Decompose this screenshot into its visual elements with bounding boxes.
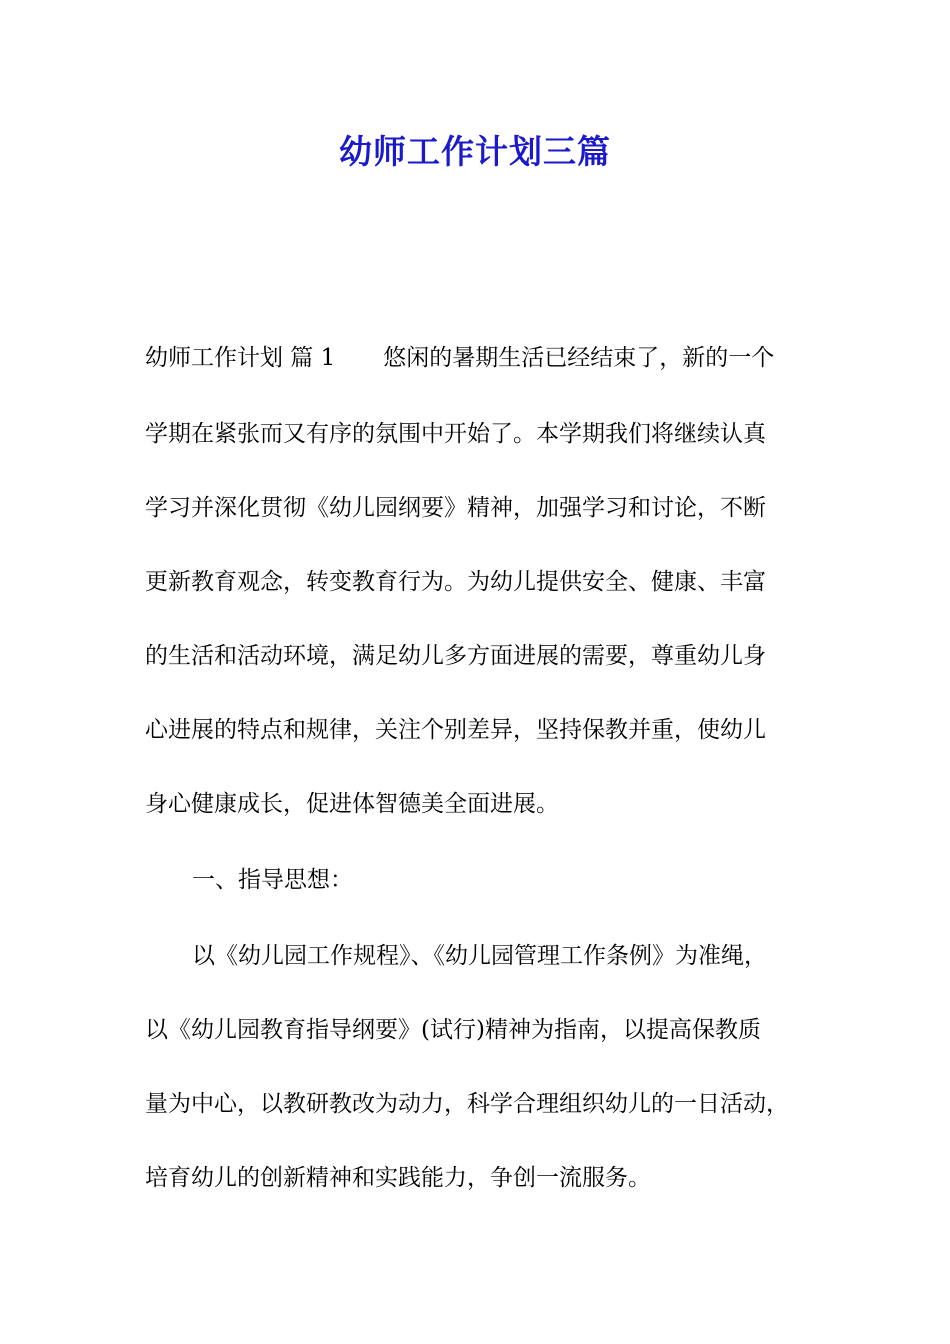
paragraph-line: 量为中心，以教研教改为动力，科学合理组织幼儿的一日活动， [145, 1091, 789, 1117]
paragraph-line: 心进展的特点和规律，关注个别差异，坚持保教并重，使幼儿 [145, 717, 766, 743]
paragraph-line: 学习并深化贯彻《幼儿园纲要》精神，加强学习和讨论，不断 [145, 495, 766, 521]
paragraph-line: 身心健康成长，促进体智德美全面进展。 [145, 791, 559, 817]
paragraph-line: 学期在紧张而又有序的氛围中开始了。本学期我们将继续认真 [145, 421, 766, 447]
paragraph-line: 更新教育观念，转变教育行为。为幼儿提供安全、健康、丰富 [145, 569, 766, 595]
section-heading: 一、指导思想： [192, 867, 353, 893]
paragraph-line: 以《幼儿园工作规程》、《幼儿园管理工作条例》为准绳， [192, 943, 767, 969]
paragraph-line [145, 340, 825, 376]
paragraph-line: 的生活和活动环境，满足幼儿多方面进展的需要，尊重幼儿身 [145, 643, 766, 669]
section-label: 幼师工作计划 篇 1 [145, 345, 336, 371]
paragraph-line: 以《幼儿园教育指导纲要》(试行)精神为指南，以提高保教质 [145, 1017, 761, 1043]
document-title: 幼师工作计划三篇 [339, 132, 611, 171]
paragraph-line: 培育幼儿的创新精神和实践能力，争创一流服务。 [145, 1165, 651, 1191]
paragraph-text: 悠闲的暑期生活已经结束了，新的一个 [383, 345, 775, 371]
